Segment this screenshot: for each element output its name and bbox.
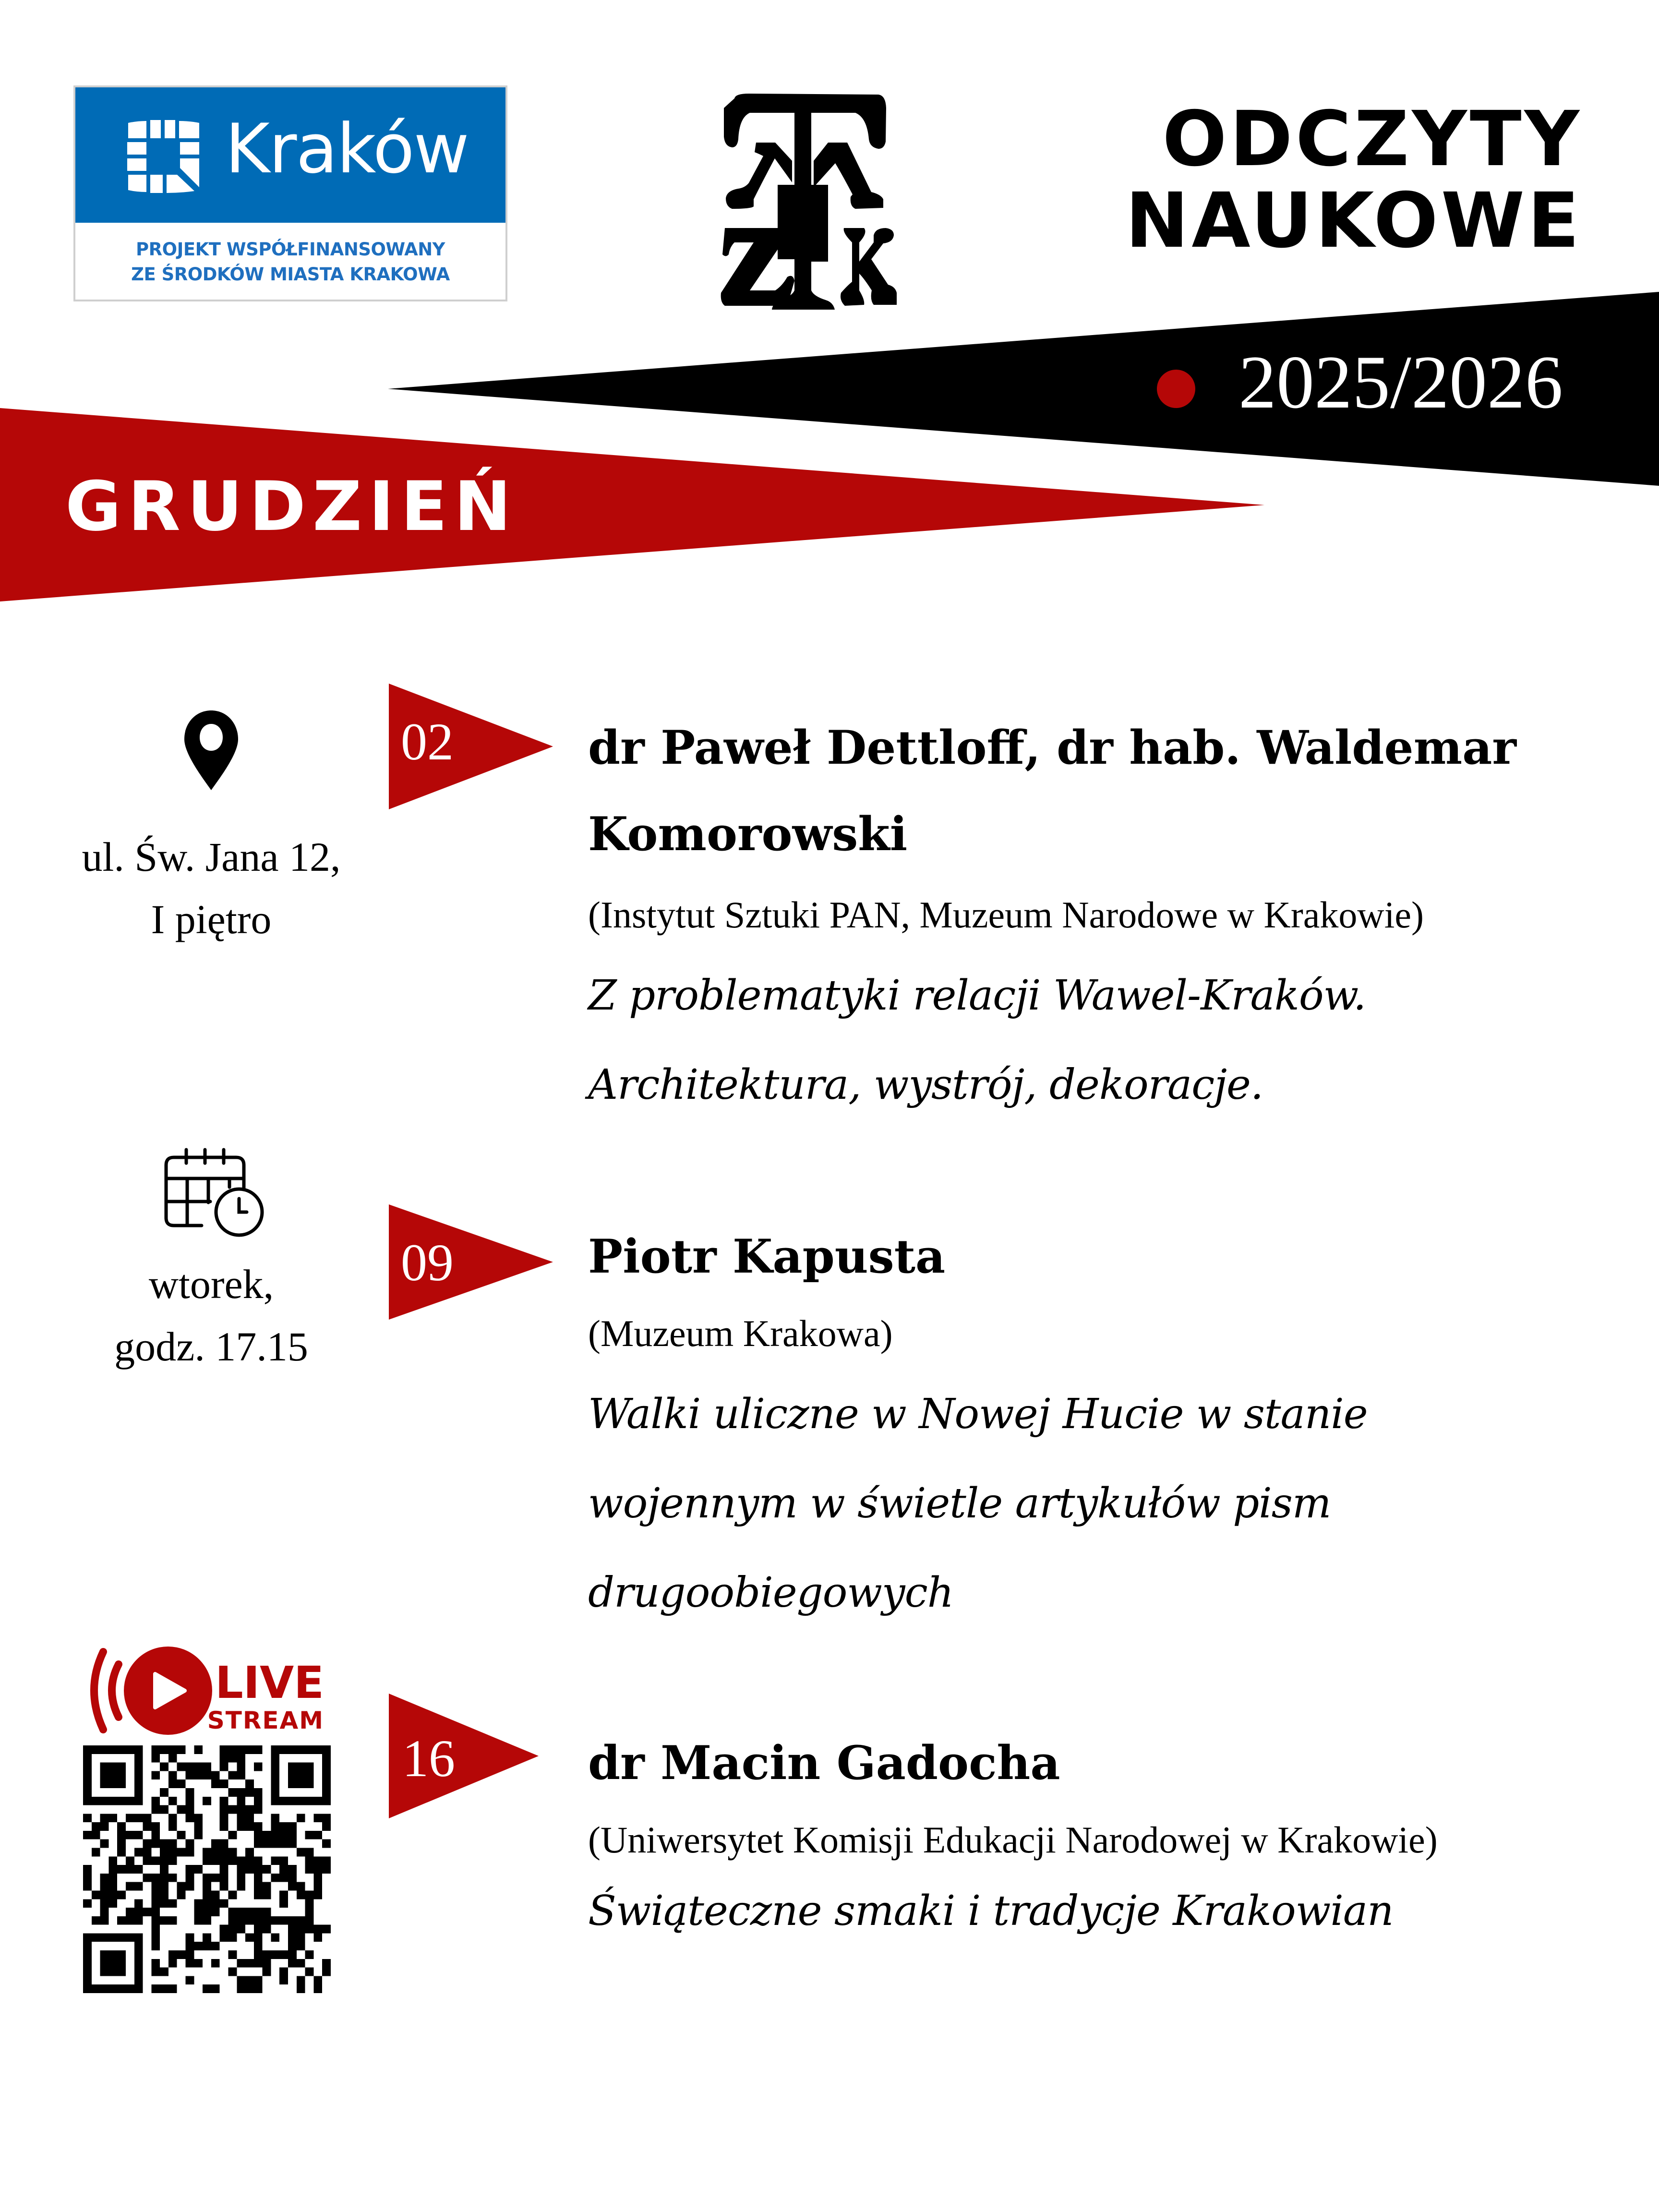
time-line: godz. 17.15 (114, 1323, 308, 1370)
stream-label: STREAM (207, 1707, 324, 1734)
event-item (588, 703, 1620, 1130)
weekday-line: wtorek, (148, 1261, 274, 1307)
event-title-line: Architektura, wystrój, dekoracje. (588, 1061, 1263, 1109)
season-label: 2025/2026 (1238, 340, 1563, 424)
schedule-text (29, 1253, 394, 1378)
event-speaker: Piotr Kapusta (588, 1229, 946, 1284)
live-stream-icon[interactable] (84, 1644, 329, 1738)
event-item (588, 1212, 1620, 1637)
event-day: 16 (402, 1729, 455, 1788)
event-day: 02 (401, 712, 454, 771)
event-speaker: dr Paweł Dettloff, dr hab. Waldemar (588, 721, 1516, 775)
address-line2: I piętro (151, 896, 272, 942)
cofinancing-note-line2: ZE ŚRODKÓW MIASTA KRAKOWA (131, 264, 450, 285)
event-title-line: Z problematyki relacji Wawel-Kraków. (588, 972, 1366, 1020)
event-affiliation: (Instytut Sztuki PAN, Muzeum Narodowe w Krakowie) (588, 894, 1424, 936)
title-line1: ODCZYTY (1162, 95, 1582, 183)
event-title-line: Walki uliczne w Nowej Hucie w stanie (588, 1390, 1368, 1438)
event-affiliation: (Uniwersytet Komisji Edukacji Narodowej w Krakowie) (588, 1819, 1438, 1861)
event-speaker-cont: Komorowski (588, 807, 908, 861)
krakow-city-name: Kraków (225, 109, 469, 189)
event-affiliation: (Muzeum Krakowa) (588, 1312, 893, 1354)
qr-code-icon[interactable] (83, 1745, 331, 1993)
location-text (29, 826, 394, 950)
title-line2: NAUKOWE (1125, 177, 1582, 265)
cofinancing-note-line1: PROJEKT WSPÓŁFINANSOWANY (136, 239, 445, 260)
event-title-line: wojennym w świetle artykułów pism (588, 1479, 1331, 1527)
event-speaker: dr Macin Gadocha (588, 1736, 1060, 1790)
event-title-line: Świąteczne smaki i tradycje Krakowian (588, 1887, 1394, 1935)
calendar-clock-icon (158, 1145, 264, 1241)
map-pin-icon (182, 709, 240, 791)
live-label: LIVE (215, 1657, 324, 1708)
event-item (588, 1719, 1620, 1956)
event-title-line: drugoobiegowych (588, 1569, 954, 1617)
month-label: GRUDZIEŃ (65, 467, 518, 546)
event-day: 09 (401, 1233, 454, 1292)
season-bullet-icon (1157, 370, 1195, 408)
address-line1: ul. Św. Jana 12, (82, 834, 341, 880)
